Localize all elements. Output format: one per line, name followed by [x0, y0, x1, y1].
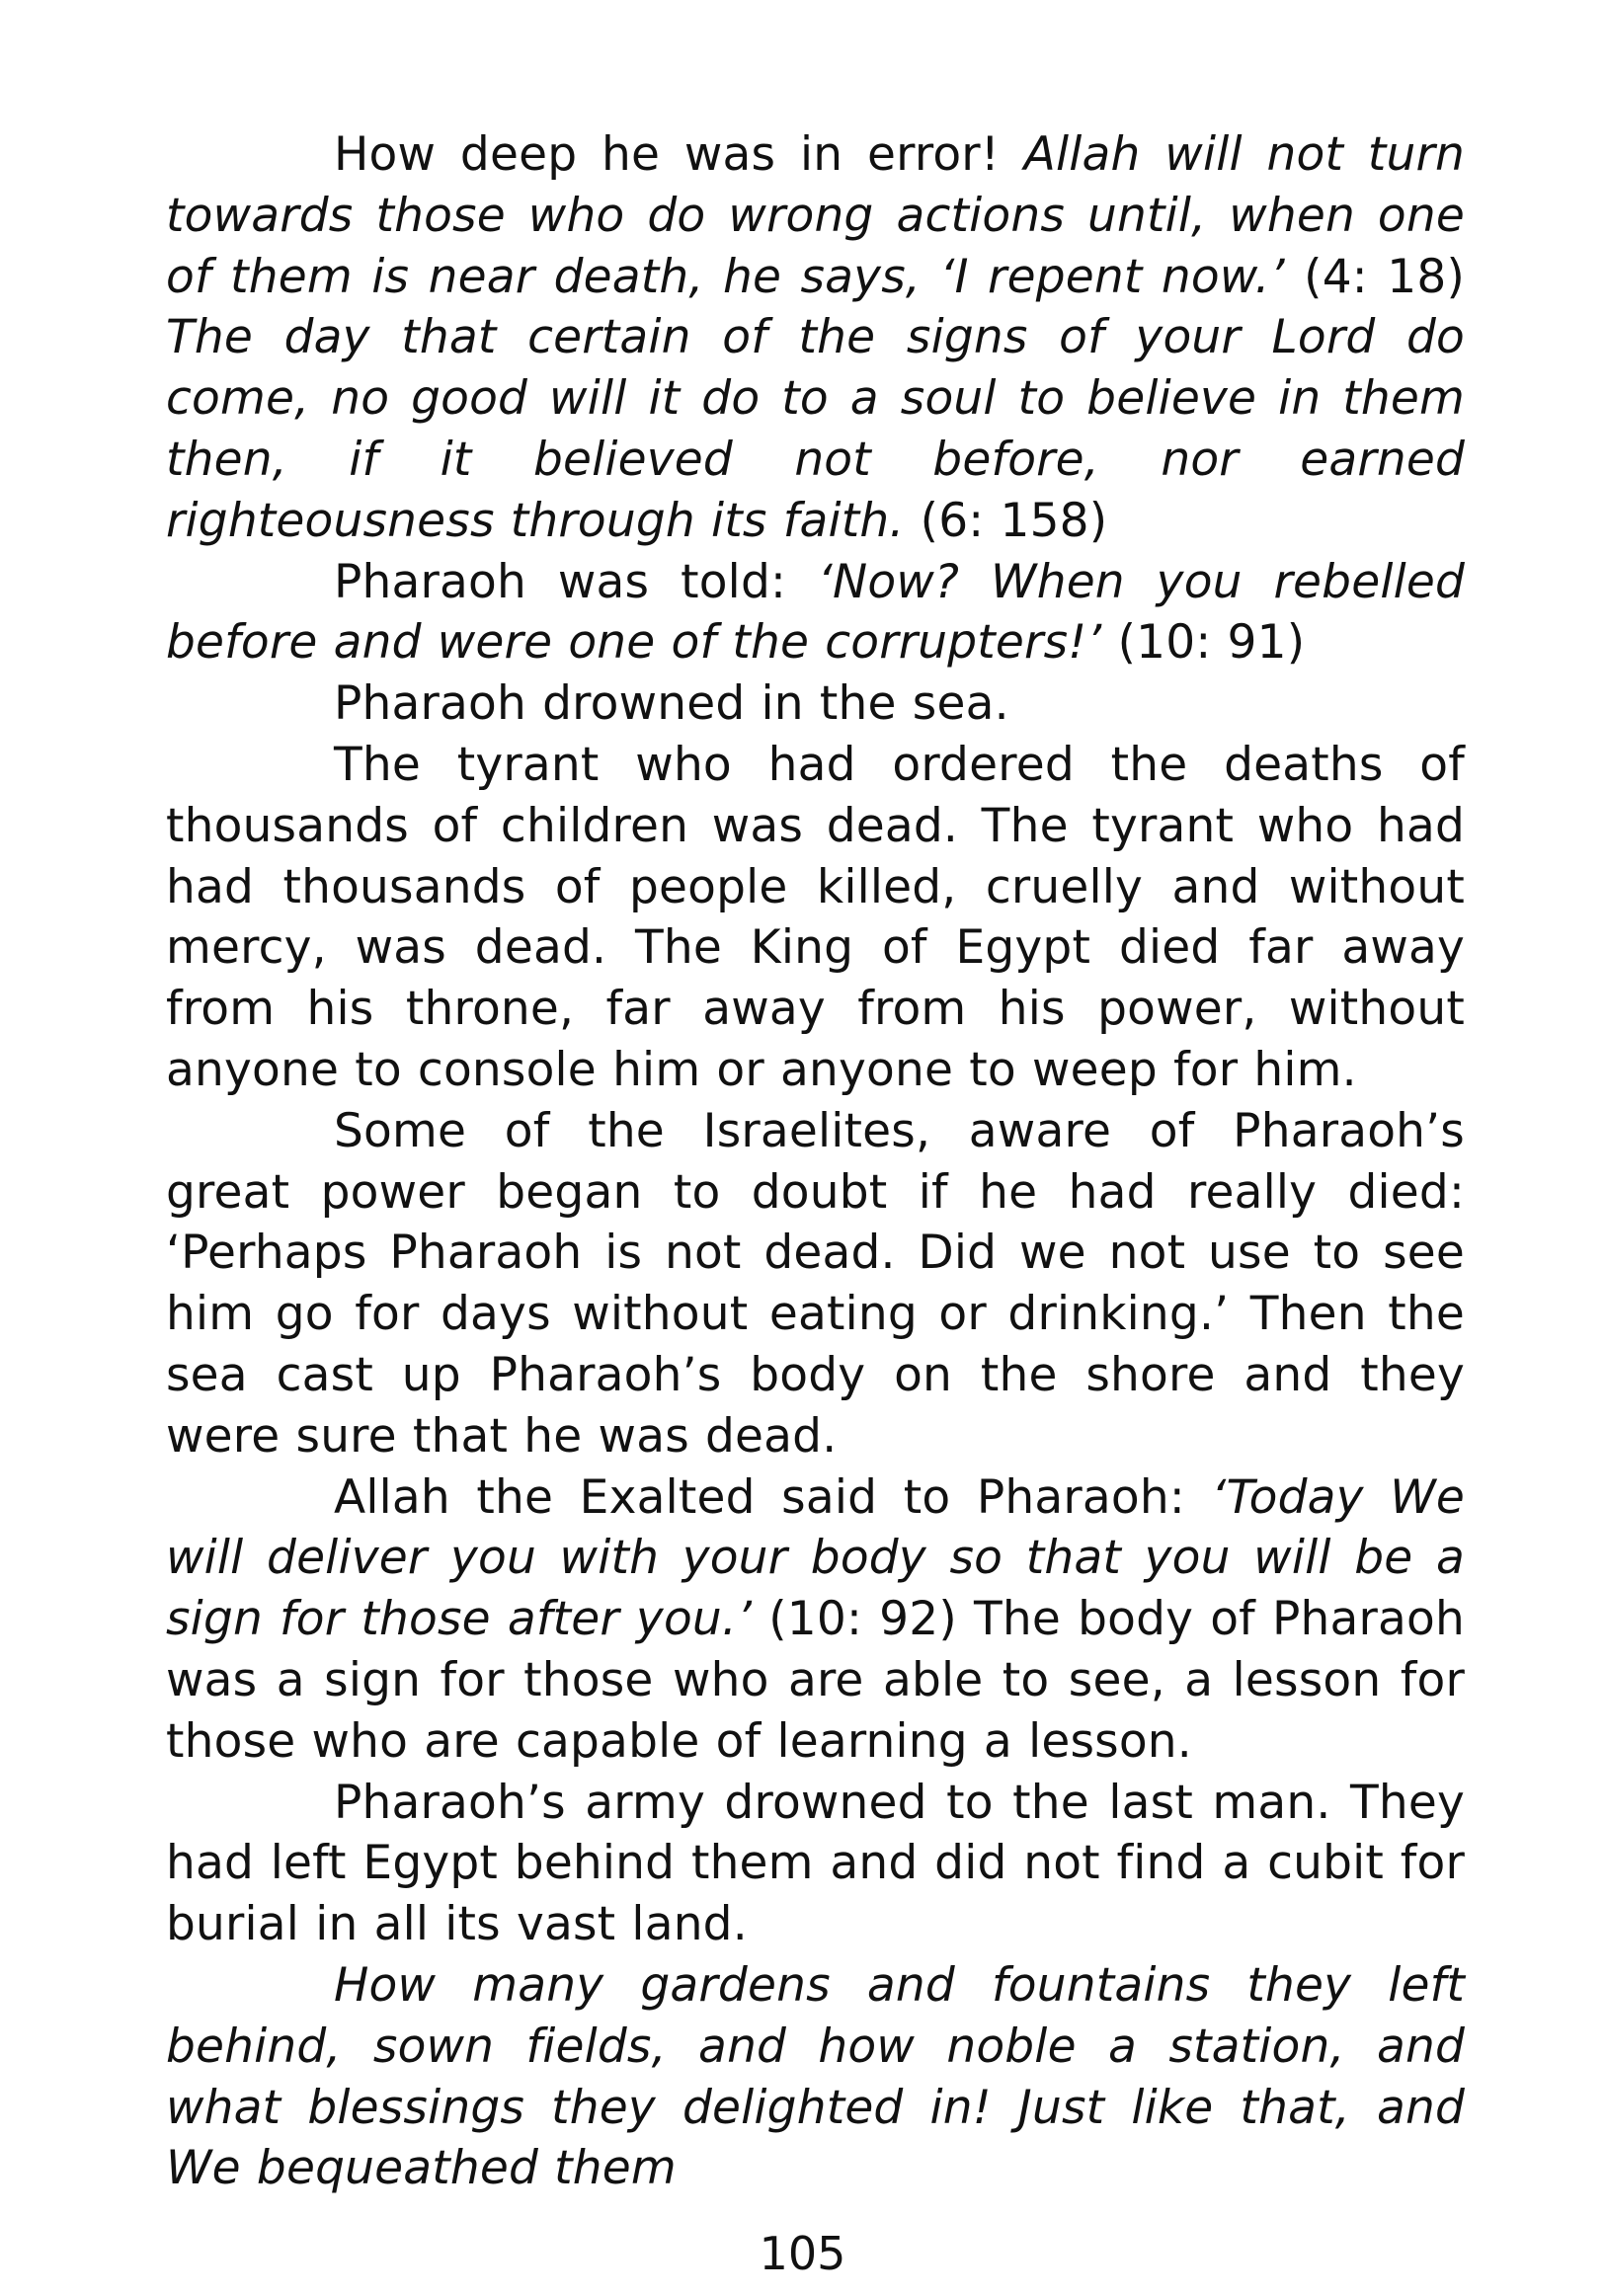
text-segment: Pharaoh’s army drowned to the last man. They had left Egypt behind them and did not find a cubit for burial in all its vast land.: [166, 1775, 1465, 1952]
text-segment: Pharaoh was told:: [334, 554, 818, 609]
text-segment: (10: 92) The body of Pharaoh was a sign for those who are able to see, a lesson for those who are capable of learning a lesson.: [166, 1592, 1465, 1769]
quran-quote-segment: ‘Today We will deliver you with your body so that you will be a sign for those after you.’: [166, 1469, 1465, 1647]
body-text: [166, 124, 1465, 2199]
quran-quote-segment: How many gardens and fountains they left behind, sown fields, and how noble a station, and what blessings they delighted in! Just like that, and We bequeathed them: [166, 1957, 1465, 2196]
verse-reference: (6: 158): [904, 493, 1108, 548]
paragraph-israelites-doubt: [166, 1101, 1465, 1467]
paragraph-army-drowned: [166, 1773, 1465, 1955]
text-segment: Some of the Israelites, aware of Pharaoh’s great power began to doubt if he had really died: ‘Perhaps Pharaoh is not dead. Did we not use to see him go for days without eating or drinking.’ Then the sea cast up Pharaoh’s body on the shore and they were sure that he was dead.: [166, 1103, 1465, 1464]
paragraph-error: [166, 124, 1465, 552]
text-segment: Allah the Exalted said to Pharaoh:: [334, 1469, 1212, 1525]
paragraph-pharaoh-drowned: [166, 673, 1465, 735]
verse-reference: (10: 91): [1101, 615, 1306, 671]
page-number: 105: [759, 2227, 846, 2280]
paragraph-sign: [166, 1467, 1465, 1773]
paragraph-tyrant-dead: [166, 735, 1465, 1101]
paragraph-gardens-quote: [166, 1955, 1465, 2199]
quran-quote-segment: ‘Now? When you rebelled before and were one of the corrupters!’: [166, 554, 1465, 671]
text-segment: How deep he was in error!: [334, 127, 1024, 182]
quran-quote-segment: The day that certain of the signs of your Lord do come, no good will it do to a soul to believe in them then, if it believed not before, nor earned righteousness through its faith.: [166, 310, 1465, 548]
verse-reference: (4: 18): [1284, 249, 1465, 304]
quran-quote-segment: Allah will not turn towards those who do wrong actions until, when one of them is near death, he says, ‘I repent now.’: [166, 127, 1465, 304]
text-segment: The tyrant who had ordered the deaths of thousands of children was dead. The tyrant who had had thousands of people killed, cruelly and without mercy, was dead. The King of Egypt died far away from his throne, far away from his power, without anyone to console him or anyone to weep for him.: [166, 737, 1465, 1097]
paragraph-pharaoh-told: [166, 552, 1465, 674]
text-segment: Pharaoh drowned in the sea.: [334, 676, 1009, 732]
